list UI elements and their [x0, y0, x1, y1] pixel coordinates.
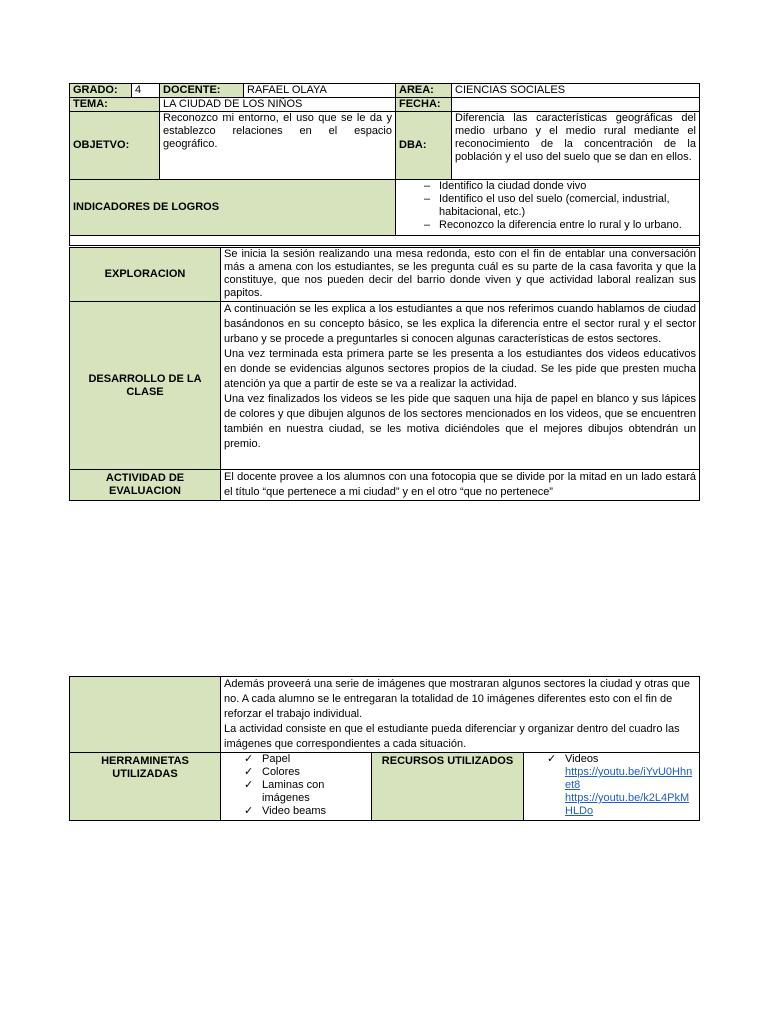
- continuation-label-cell: [70, 677, 221, 753]
- fecha-label: FECHA:: [396, 98, 452, 112]
- continuation-paragraph: La actividad consiste en que el estudiante pueda diferenciar y organizar dentro del cuadro las imágenes que correspondientes a cada situación.: [224, 723, 680, 750]
- indicadores-list: [396, 180, 700, 236]
- dba-value: Diferencia las características geográficas del medio urbano y el medio rural mediante el reconocimiento de la concentración de la población y el uso del suelo que se dan en ellos.: [452, 112, 700, 180]
- continuation-table: [69, 676, 700, 821]
- herramientas-label: HERRAMINETAS UTILIZADAS: [70, 753, 221, 821]
- check-icon: ✓: [244, 779, 254, 791]
- spacer-row: [70, 236, 700, 246]
- objetivo-value: Reconozco mi entorno, el uso que se le da y establezco relaciones en el espacio geográfico.: [160, 112, 396, 180]
- herramienta-item: ✓ Papel: [244, 753, 291, 765]
- herramienta-item: ✓ Colores: [244, 766, 300, 778]
- dba-label: DBA:: [396, 112, 452, 180]
- docente-label: DOCENTE:: [160, 84, 244, 98]
- check-icon: ✓: [244, 753, 254, 765]
- indicadores-label: INDICADORES DE LOGROS: [70, 180, 396, 236]
- fecha-value: [452, 98, 700, 112]
- grado-value: 4: [132, 84, 160, 98]
- desarrollo-label: DESARROLLO DE LA CLASE: [70, 302, 221, 470]
- recurso-videos-label: Videos: [565, 753, 599, 765]
- lesson-plan-table: [69, 83, 700, 246]
- area-label: AREA:: [396, 84, 452, 98]
- herramientas-list: [221, 753, 372, 821]
- recursos-list: [524, 753, 700, 821]
- herramienta-item: ✓ Video beams: [244, 805, 327, 817]
- continuation-text: [221, 677, 700, 753]
- exploracion-text: Se inicia la sesión realizando una mesa redonda, esto con el fin de entablar una conversación más a amena con los estudiantes, se les pregunta cuál es su parte de la casa favorita y que la constituye, que nos pueden decir del barrio donde viven y que actividad laboral realizan sus papitos.: [221, 248, 700, 302]
- docente-value: RAFAEL OLAYA: [244, 84, 396, 98]
- recursos-label: RECURSOS UTILIZADOS: [372, 753, 524, 821]
- recurso-item: [527, 753, 696, 818]
- continuation-paragraph: Además proveerá una serie de imágenes que mostraran algunos sectores la ciudad y otras que no. A cada alumno se le entregaran la totalidad de 10 imágenes diferentes esto con el fin de reforzar el trabajo individual.: [224, 678, 690, 720]
- check-icon: ✓: [244, 805, 254, 817]
- desarrollo-paragraph: Una vez terminada esta primera parte se les presenta a los estudiantes dos videos educativos en donde se evidencias algunos sectores propios de la ciudad. Se les pide que presten mucha atención ya que a partir de este se va a realizar la actividad.: [224, 348, 696, 390]
- indicador-item: – Identifico la ciudad donde vivo: [399, 180, 696, 193]
- grado-label: GRADO:: [70, 84, 132, 98]
- desarrollo-text: [221, 302, 700, 470]
- desarrollo-paragraph: Una vez finalizados los videos se les pide que saquen una hija de papel en blanco y sus lápices de colores y que dibujen algunos de los sectores mencionados en los videos, que se encuentren también en nuestra ciudad, se les motiva diciéndoles que el mejores dibujos obtendrán un premio.: [224, 393, 696, 450]
- area-value: CIENCIAS SOCIALES: [452, 84, 700, 98]
- video-link-2[interactable]: https://youtu.be/k2L4PkMHLDo: [565, 792, 690, 817]
- indicador-item: – Reconozco la diferencia entre lo rural y lo urbano.: [399, 219, 696, 232]
- objetivo-label: OBJETVO:: [70, 112, 160, 180]
- herramienta-item: ✓ Laminas con imágenes: [244, 779, 325, 804]
- activities-table: [69, 247, 700, 501]
- tema-value: LA CIUDAD DE LOS NIÑOS: [160, 98, 396, 112]
- video-link-1[interactable]: https://youtu.be/iYvU0Hhnet8: [565, 766, 693, 791]
- desarrollo-paragraph: A continuación se les explica a los estudiantes a que nos referimos cuando hablamos de ciudad basándonos en su concepto básico, se les explica la diferencia entre el sector rural y el sector urbano y se procede a preguntarles si conocen algunas características de estos sectores.: [224, 303, 696, 345]
- evaluacion-text: El docente provee a los alumnos con una fotocopia que se divide por la mitad en un lado estará el título “que pertenece a mi ciudad” y en el otro “que no pertenece”: [221, 470, 700, 501]
- evaluacion-label: ACTIVIDAD DE EVALUACION: [70, 470, 221, 501]
- tema-label: TEMA:: [70, 98, 160, 112]
- indicador-item: – Identifico el uso del suelo (comercial, industrial, habitacional, etc.): [399, 193, 696, 219]
- exploracion-label: EXPLORACION: [70, 248, 221, 302]
- check-icon: ✓: [244, 766, 254, 778]
- check-icon: ✓: [547, 753, 557, 765]
